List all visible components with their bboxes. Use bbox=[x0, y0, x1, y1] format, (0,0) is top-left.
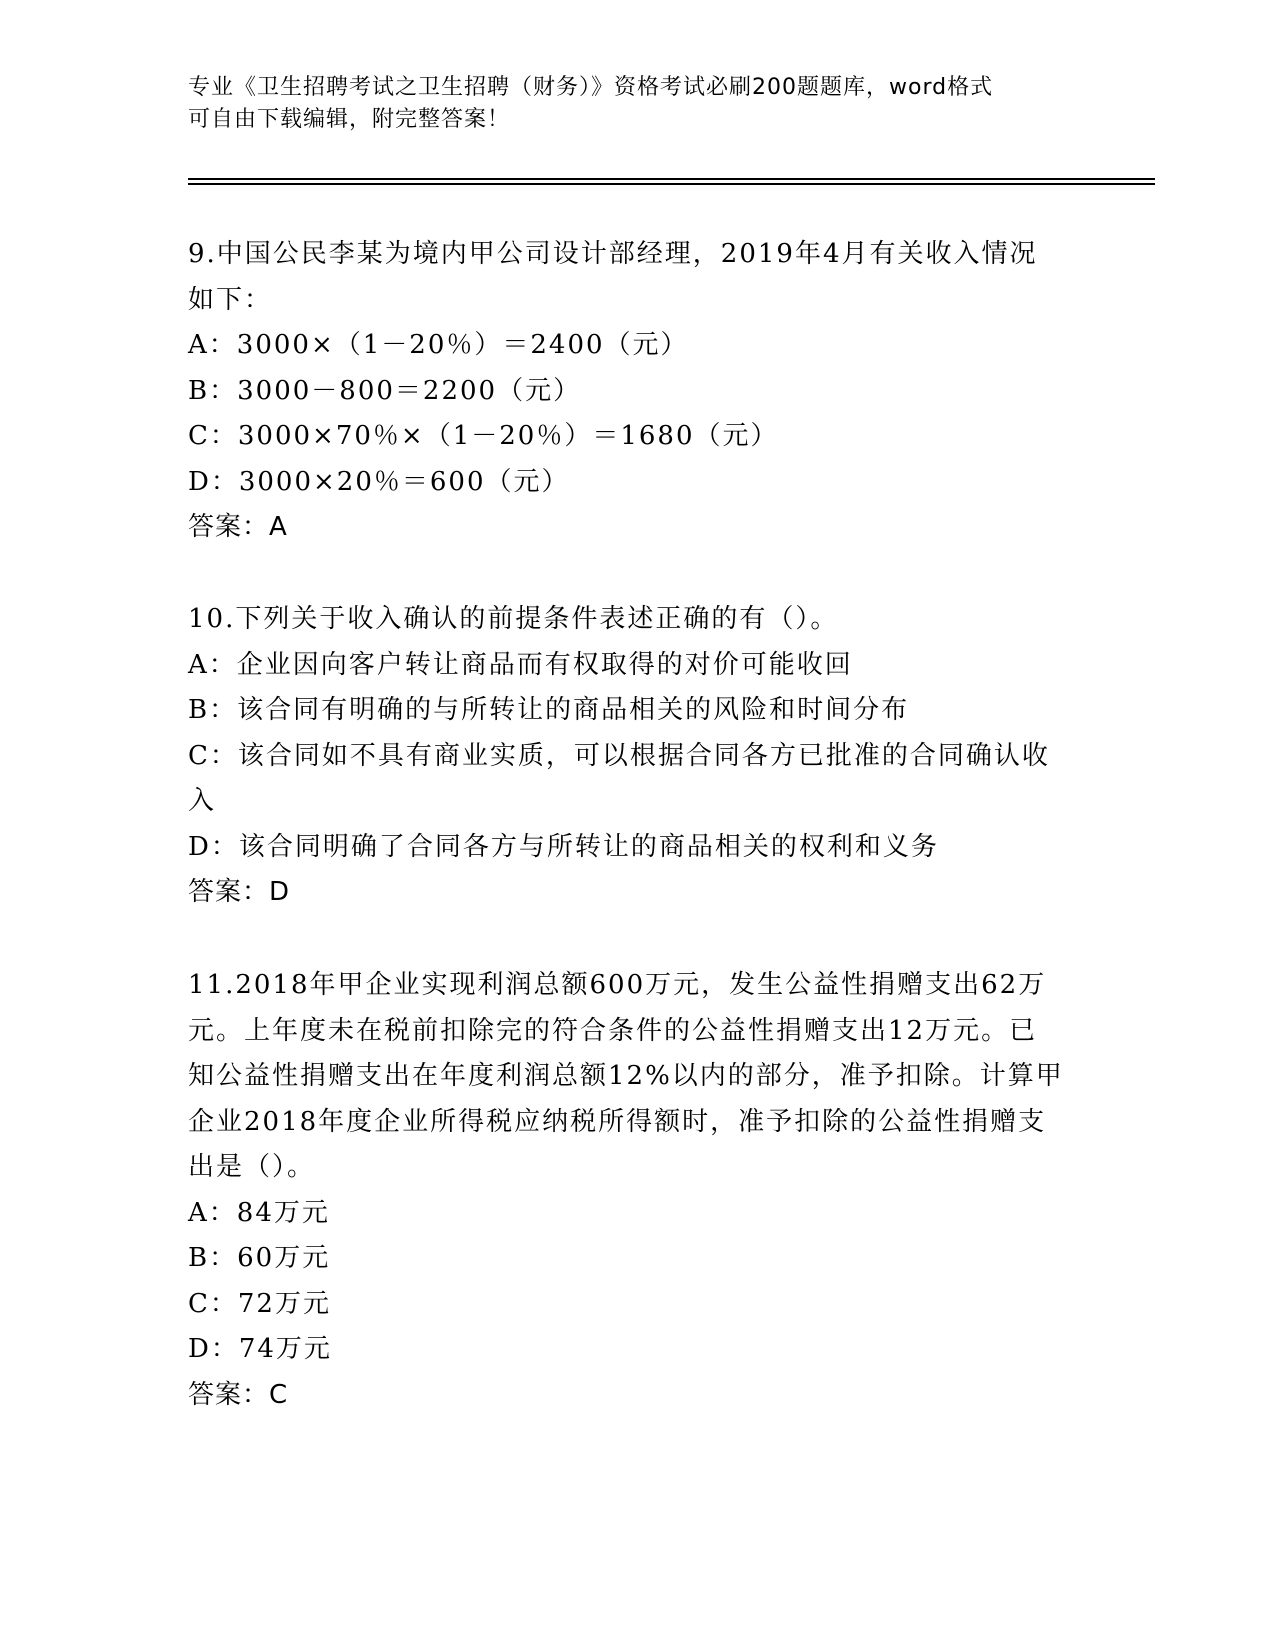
question-11 bbox=[188, 963, 1088, 1418]
option-d: D：3000×20％＝600（元） bbox=[188, 466, 570, 497]
question-stem: 10.下列关于收入确认的前提条件表述正确的有（）。 bbox=[188, 604, 839, 634]
answer: 答案：D bbox=[188, 877, 291, 907]
question-stem: 知公益性捐赠支出在年度利润总额12%以内的部分，准予扣除。计算甲 bbox=[188, 1061, 1064, 1091]
header-divider-bottom bbox=[188, 183, 1155, 185]
option-d: D：74万元 bbox=[188, 1334, 332, 1364]
header-line-2: 可自由下载编辑，附完整答案！ bbox=[188, 107, 511, 132]
option-a: A：84万元 bbox=[188, 1197, 330, 1228]
option-a: A：企业因向客户转让商品而有权取得的对价可能收回 bbox=[188, 649, 853, 680]
answer: 答案：C bbox=[188, 1379, 289, 1410]
question-10 bbox=[188, 597, 1088, 916]
document-header bbox=[188, 72, 1088, 136]
option-c: C：该合同如不具有商业实质，可以根据合同各方已批准的合同确认收 bbox=[188, 740, 1050, 771]
answer: 答案：A bbox=[188, 512, 288, 542]
option-b: B：该合同有明确的与所转让的商品相关的风险和时间分布 bbox=[188, 695, 910, 725]
option-b: B：3000－800＝2200（元） bbox=[188, 375, 582, 406]
header-divider-top bbox=[188, 178, 1155, 180]
option-a: A：3000×（1－20％）＝2400（元） bbox=[188, 330, 689, 360]
option-b: B：60万元 bbox=[188, 1243, 331, 1273]
question-stem: 企业2018年度企业所得税应纳税所得额时，准予扣除的公益性捐赠支 bbox=[188, 1106, 1047, 1137]
question-9 bbox=[188, 232, 1088, 551]
question-stem: 出是（）。 bbox=[188, 1152, 316, 1182]
option-c: C：3000×70％×（1－20％）＝1680（元） bbox=[188, 421, 779, 451]
question-stem: 元。上年度未在税前扣除完的符合条件的公益性捐赠支出12万元。已 bbox=[188, 1015, 1038, 1046]
option-c-continued: 入 bbox=[188, 786, 217, 816]
question-stem: 9.中国公民李某为境内甲公司设计部经理，2019年4月有关收入情况 bbox=[188, 239, 1038, 269]
option-d: D：该合同明确了合同各方与所转让的商品相关的权利和义务 bbox=[188, 831, 939, 862]
question-stem: 如下： bbox=[188, 284, 273, 315]
header-line-1: 专业《卫生招聘考试之卫生招聘（财务）》资格考试必刷200题题库，word格式 bbox=[188, 75, 994, 100]
question-stem: 11.2018年甲企业实现利润总额600万元，发生公益性捐赠支出62万 bbox=[188, 970, 1047, 1000]
option-c: C：72万元 bbox=[188, 1288, 331, 1319]
